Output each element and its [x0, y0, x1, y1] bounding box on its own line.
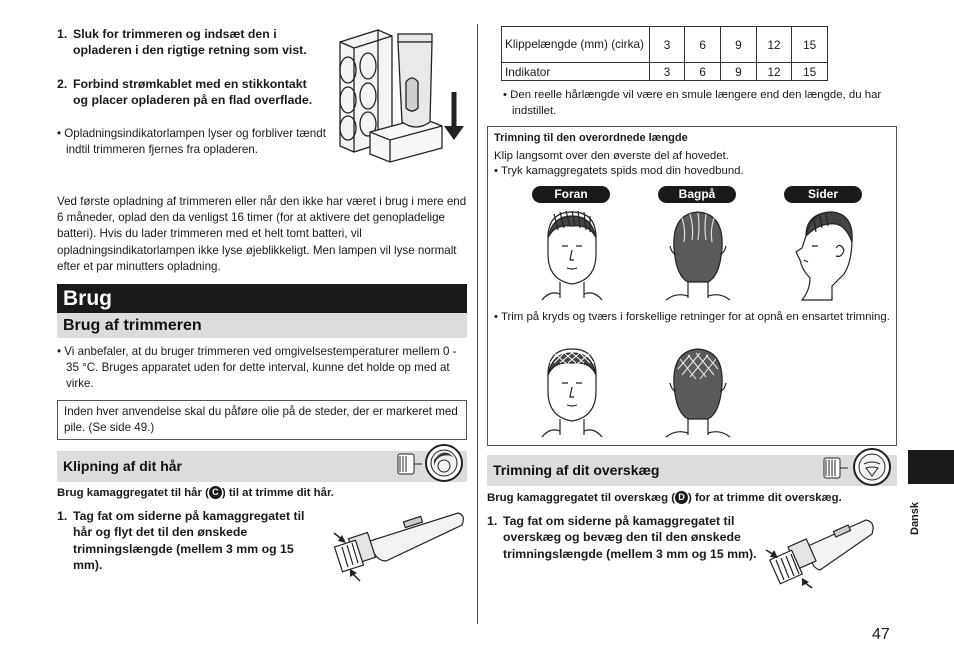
table-cell: 9	[721, 63, 757, 81]
box-bullet-1: • Tryk kamaggregatets spids mod din hovedbund.	[494, 165, 744, 177]
charge-step-1	[57, 26, 325, 59]
head-front-illustration	[540, 208, 604, 300]
step-number: 1.	[57, 509, 68, 523]
beard-trimmer-illustration	[762, 512, 880, 596]
first-charge-paragraph: Ved første opladning af trimmeren eller når den ikke har været i brug i mere end 6 måneder, oplad den da venligst 16 timer (for at aktivere det genopladelige batteri). Hvis du lader trimmeren med et helt tomt batteri, vil opladningsindikatorlampen ikke lyse øjeblikkeligt. Men lampen vil lyse normalt efter et par minutters opladning.	[57, 195, 467, 273]
section-title-brug: Brug	[57, 284, 467, 313]
step-number: 1.	[57, 27, 68, 41]
box-bullet-1-text: Tryk kamaggregatets spids mod din hovedbund.	[500, 165, 744, 177]
box-line-1: Klip langsomt over den øverste del af hovedet.	[494, 150, 729, 162]
box-bullet-2: • Trim på kryds og tværs i forskellige retninger for at opnå en ensartet trimning.	[494, 311, 890, 323]
attachment-c-badge: C	[209, 486, 222, 499]
table-cell: 3	[649, 27, 685, 63]
step-number: 1.	[487, 514, 498, 528]
hair-heading-text: Klipning af dit hår	[63, 458, 182, 474]
table-cell: 3	[649, 63, 685, 81]
step-text: Tag fat om siderne på kamaggregatet til overskæg og bevæg den til den ønskede trimningslængde (mellem 3 mm og 15 mm).	[503, 514, 757, 561]
oil-note-box	[57, 400, 467, 440]
attachment-d-badge: D	[675, 491, 688, 504]
table-cell: 9	[721, 27, 757, 63]
view-tag-back: Bagpå	[658, 186, 736, 203]
charger-illustration	[326, 22, 471, 167]
hair-step-1	[57, 508, 325, 574]
step-text: Forbind strømkablet med en stikkontakt og placer opladeren på en flad overflade.	[73, 77, 313, 108]
row-label: Klippelængde (mm) (cirka)	[502, 27, 650, 63]
temperature-text: Vi anbefaler, at du bruger trimmeren ved omgivelsestemperaturer mellem 0 - 35 °C. Bruges apparatet uden for dette interval, kunne det holde op med at virke.	[64, 345, 457, 391]
oil-note-text: Inden hver anvendelse skal du påføre olie på de steder, der er markeret med pile. (Se side 49.)	[64, 405, 458, 435]
charge-indicator-text: Opladningsindikatorlampen lyser og forbliver tændt indtil trimmeren fjernes fra opladeren.	[64, 127, 326, 157]
temperature-note: • Vi anbefaler, at du bruger trimmeren ved omgivelsestemperaturer mellem 0 - 35 °C. Bruges apparatet uden for dette interval, kunne det holde op med at virke.	[57, 345, 457, 391]
view-tag-side: Sider	[784, 186, 862, 203]
beard-instruction	[487, 491, 842, 505]
hair-comb-icon	[392, 442, 468, 484]
head-back-illustration	[666, 208, 730, 300]
row-label: Indikator	[502, 63, 650, 81]
table-cell: 6	[685, 63, 721, 81]
table-cell: 12	[756, 63, 792, 81]
page-number: 47	[872, 626, 890, 643]
charge-step-2	[57, 76, 325, 109]
hair-instruction	[57, 486, 334, 500]
hair-instr-post: ) til at trimme dit hår.	[221, 487, 334, 499]
hair-trimmer-illustration	[330, 505, 470, 585]
hair-instr-pre: Brug kamaggregatet til hår (	[57, 487, 209, 499]
view-tag-front: Foran	[532, 186, 610, 203]
head-back-crosshatch-illustration	[666, 345, 730, 437]
charge-indicator-note: • Opladningsindikatorlampen lyser og forbliver tændt indtil trimmeren fjernes fra opladeren.	[57, 127, 326, 157]
box-title: Trimning til den overordnede længde	[494, 132, 688, 144]
beard-instr-pre: Brug kamaggregatet til overskæg (	[487, 492, 675, 504]
subsection-title: Brug af trimmeren	[57, 313, 467, 338]
table-cell: 12	[756, 27, 792, 63]
head-side-illustration	[792, 208, 862, 300]
table-cell: 6	[685, 27, 721, 63]
step-text: Sluk for trimmeren og indsæt den i opladeren i den rigtige retning som vist.	[73, 27, 307, 58]
table-row	[502, 63, 828, 81]
box-bullet-2-text: Trim på kryds og tværs i forskellige retninger for at opnå en ensartet trimning.	[500, 311, 890, 323]
column-divider	[477, 24, 478, 624]
length-note: • Den reelle hårlængde vil være en smule længere end den længde, du har indstillet.	[503, 89, 882, 118]
table-cell: 15	[792, 63, 828, 81]
step-number: 2.	[57, 77, 68, 91]
step-text: Tag fat om siderne på kamaggregatet til hår og flyt det til den ønskede trimningslængde (mellem 3 mm og 15 mm).	[73, 509, 305, 573]
length-table	[501, 26, 828, 81]
length-note-text: Den reelle hårlængde vil være en smule længere end den længde, du har indstillet.	[510, 89, 882, 118]
language-label: Dansk	[909, 501, 921, 535]
beard-step-1	[487, 513, 757, 562]
beard-heading-text: Trimning af dit overskæg	[493, 462, 660, 478]
head-front-crosshatch-illustration	[540, 345, 604, 437]
table-cell: 15	[792, 27, 828, 63]
table-row	[502, 27, 828, 63]
beard-instr-post: ) for at trimme dit overskæg.	[688, 492, 842, 504]
beard-comb-icon	[820, 446, 896, 488]
language-tab	[908, 450, 954, 484]
